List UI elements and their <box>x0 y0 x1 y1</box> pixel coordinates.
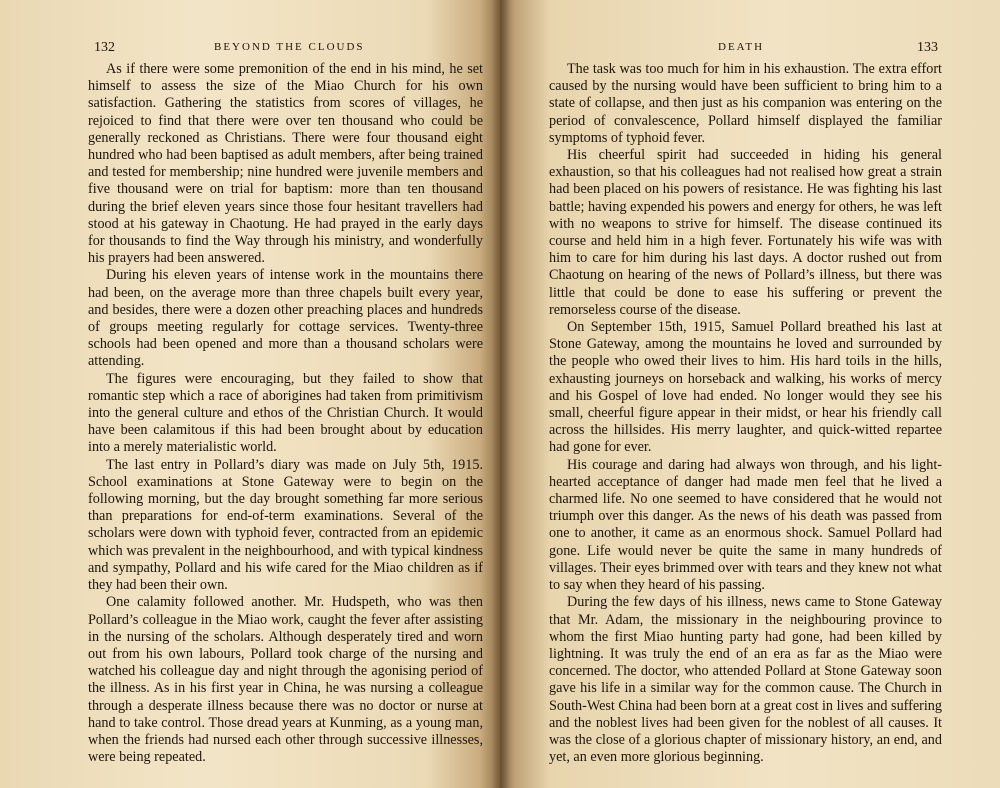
right-body-text <box>549 61 942 766</box>
book-spine-shadow <box>492 0 510 788</box>
right-paragraph: During the few days of his illness, news came to Stone Gateway that Mr. Adam, the missionary in the neighbouring province to whom the first Miao hunting party had gone, had been killed by lightning. It was truly the end of an era as far as the Miao were concerned. The doctor, who attended Pollard at Stone Gateway soon gave his life in a similar way for the common cause. The Church in South-West China had been born at a great cost in lives and suffering and the noblest lives had been given for the noblest of all causes. It was the close of a glorious chapter of missionary history, an end, and yet, an even more glorious beginning. <box>549 594 942 766</box>
left-page-number: 132 <box>94 40 115 55</box>
left-running-head <box>94 40 482 56</box>
left-paragraph: As if there were some premonition of the end in his mind, he set himself to assess the size of the Miao Church for his own satisfaction. Gathering the statistics from scores of villages, he rejoiced to find that there were over ten thousand who could be generally reckoned as Christians. There were four thousand eight hundred who had been baptised as adult members, after being trained and tested for membership; nine hundred were juvenile members and five thousand were on trial for baptism: more than ten thousand during the brief eleven years since those four hesitant travellers had stood at his gateway in Chaotung. He had prayed in the early days for thousands to find the Way through his ministry, and wonderfully his prayers had been answered. <box>88 61 483 267</box>
right-page <box>500 0 1000 788</box>
right-paragraph: His courage and daring had always won through, and his light-hearted acceptance of danger had made men feel that he lived a charmed life. No one seemed to have considered that he would not triumph over this danger. As the news of his death was passed from one to another, it came as an enormous shock. Samuel Pollard had gone. Life would never be quite the same in many hundreds of villages. Their eyes brimmed over with tears and they knew not what to say when they heard of his passing. <box>549 456 942 594</box>
left-body-text <box>88 61 483 766</box>
left-paragraph: The figures were encouraging, but they failed to show that romantic step which a race of aborigines had taken from primitivism into the general culture and ethos of the Christian Church. It would have been calamitous if this had been brought about by education into a merely materialistic world. <box>88 370 483 456</box>
right-paragraph: His cheerful spirit had succeeded in hiding his general exhaustion, so that his colleagues had not realised how great a strain had been placed on his powers of resistance. He was fighting his last battle; having expended his powers and energy for others, he was left with no weapons to strive for himself. The disease continued its course and held him in a high fever. Fortunately his wife was with him to care for him during his last days. A doctor rushed out from Chaotung on hearing of the news of Pollard’s illness, but there was little that could be done to ease his suffering or prevent the remorseless course of the disease. <box>549 147 942 318</box>
right-paragraph: On September 15th, 1915, Samuel Pollard breathed his last at Stone Gateway, among the mountains he loved and surrounded by the people who owed their lives to him. His hard toils in the hills, exhausting journeys on horseback and walking, his works of mercy and his Gospel of love had ended. No longer would they see his small, cheerful figure appear in their midst, or hear his friendly call across the hillsides. His merry laughter, and quick-witted repartee had gone for ever. <box>549 319 942 456</box>
right-paragraph: The task was too much for him in his exhaustion. The extra effort caused by the nursing would have been sufficient to bring him to a state of collapse, and then just as his companion was entering on the period of convalescence, Pollard himself displayed the familiar symptoms of typhoid fever. <box>549 61 942 146</box>
left-paragraph: During his eleven years of intense work in the mountains there had been, on the average more than three chapels built every year, and besides, there were a dozen other preaching places and hundreds of groups meeting regularly for cottage services. Twenty-three schools had been opened and more than a thousand scholars were attending. <box>88 267 483 370</box>
left-paragraph: The last entry in Pollard’s diary was made on July 5th, 1915. School examinations at Stone Gateway were to begin on the following morning, but the day brought something far more serious than preparations for end-of-term examinations. Several of the scholars were down with typhoid fever, contracted from an epidemic which was prevalent in the neighbourhood, and with typical kindness and sympathy, Pollard and his wife cared for the Miao children as if they had been their own. <box>88 456 483 594</box>
left-header-title: BEYOND THE CLOUDS <box>214 41 365 53</box>
right-running-head <box>520 40 938 56</box>
right-header-title: DEATH <box>718 41 765 53</box>
right-page-number: 133 <box>917 40 938 55</box>
left-paragraph: One calamity followed another. Mr. Hudspeth, who was then Pollard’s colleague in the Miao work, caught the fever after assisting in the nursing of the scholars. Although desperately tired and worn out from his own labours, Pollard took charge of the nursing and watched his colleague day and night through the agonising period of the illness. As in his first year in China, he was nursing a colleague through a desperate illness because there was no doctor or nurse at hand to take control. Those dread years at Kunming, as a young man, when the friends had nursed each other through successive illnesses, were being repeated. <box>88 594 483 766</box>
